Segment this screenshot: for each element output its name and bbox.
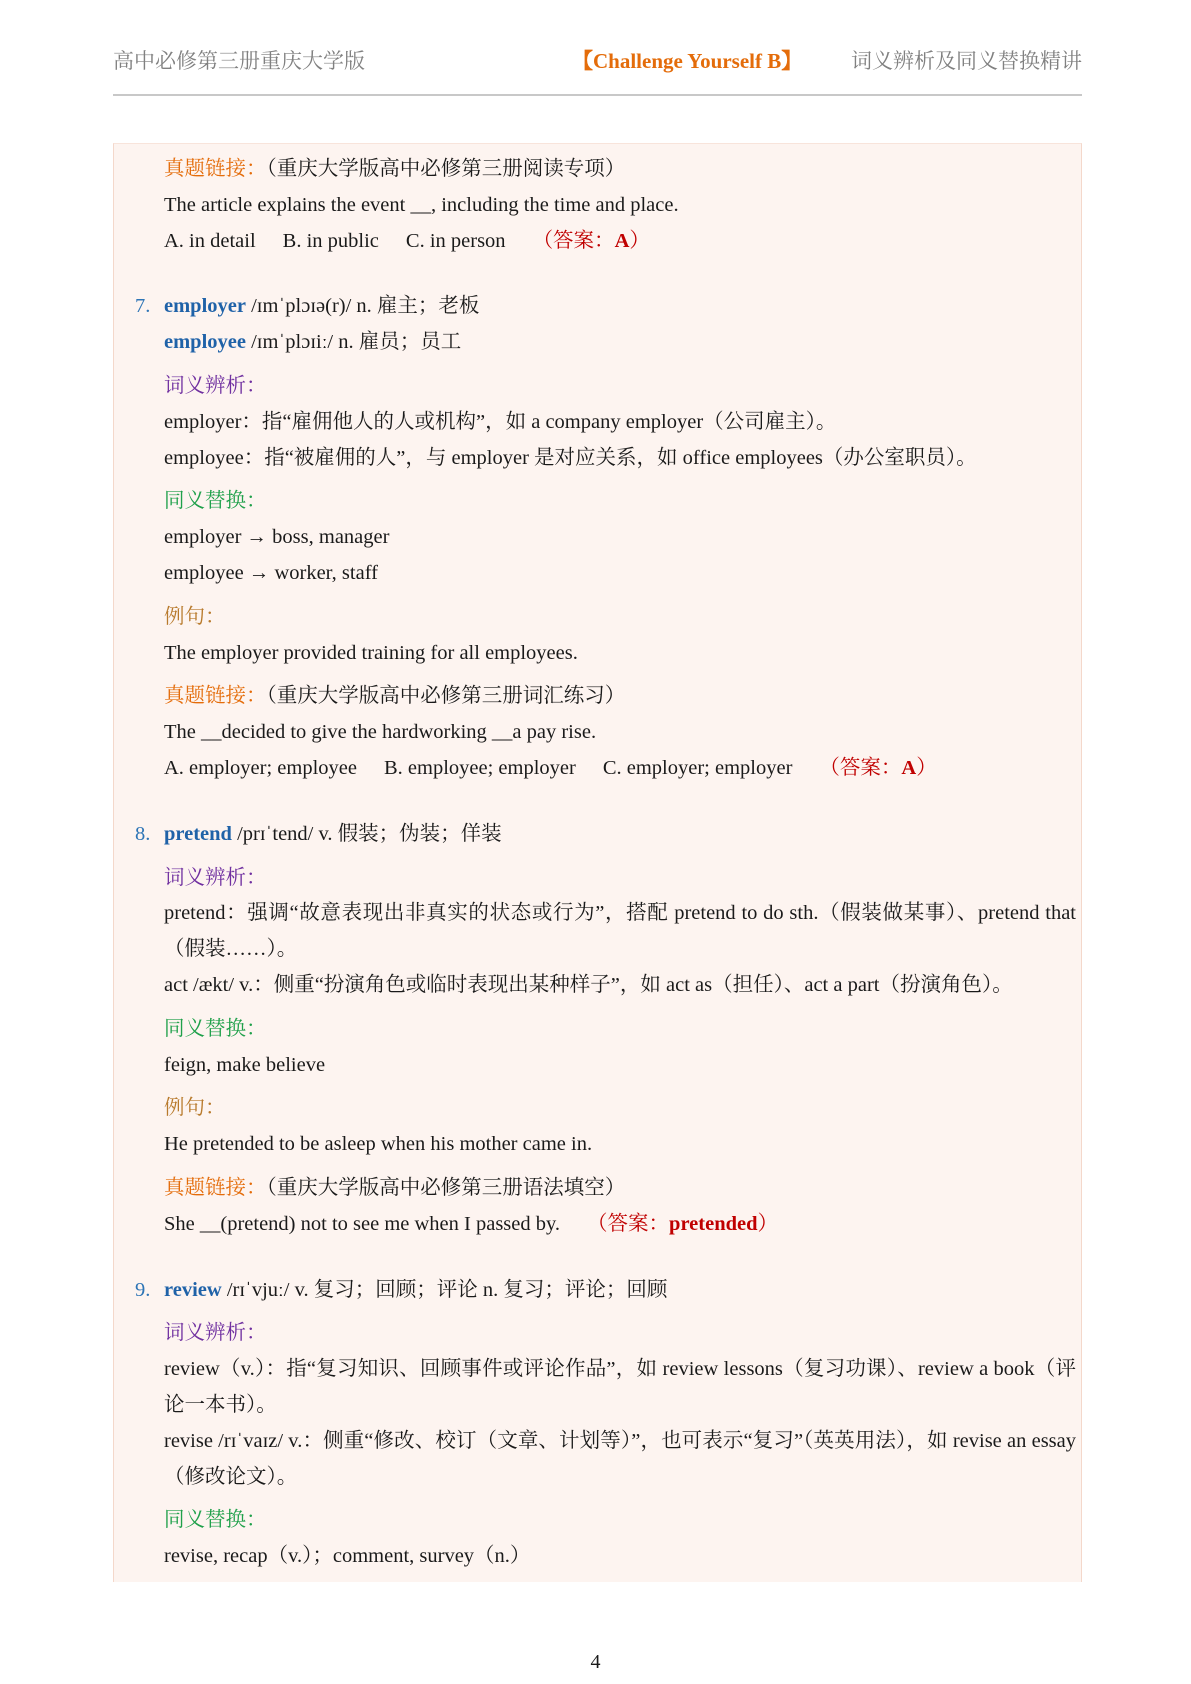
- answer-close: ）: [916, 756, 937, 779]
- analysis-label: 词义辨析：: [164, 1322, 267, 1345]
- example-sentence: He pretended to be asleep when his mother came in.: [164, 1133, 593, 1156]
- meaning: v. 假装；伪装；佯装: [318, 822, 502, 845]
- synonym-line: feign, make believe: [164, 1053, 326, 1076]
- option-a: A. employer; employee: [164, 756, 357, 779]
- exam-link-source: （重庆大学版高中必修第三册词汇练习）: [266, 685, 626, 708]
- exam-question-line: [164, 1207, 1076, 1243]
- exam-link-label: 真题链接：: [164, 1176, 267, 1199]
- headword-line: [164, 325, 1076, 361]
- exam-options: [164, 751, 1076, 787]
- entry-number: 8.: [135, 822, 151, 845]
- answer-key: [533, 230, 650, 252]
- answer-key: [819, 757, 936, 779]
- header-book-title: 高中必修第三册重庆大学版: [113, 49, 365, 73]
- option-c: C. in person: [405, 229, 506, 252]
- synonyms-label: 同义替换：: [164, 1509, 267, 1532]
- entry-number: 7.: [135, 295, 151, 318]
- exam-link-source: （重庆大学版高中必修第三册阅读专项）: [266, 158, 626, 180]
- phonetic: /ɪmˈplɔɪə(r)/: [251, 295, 352, 318]
- exam-question: She __(pretend) not to see me when I passed by.: [164, 1212, 561, 1235]
- analysis-text: pretend：强调“故意表现出非真实的状态或行为”，搭配 pretend to do sth.（假装做某事）、pretend that（假装……）。: [164, 902, 1076, 961]
- exam-link-heading: [164, 1171, 1076, 1207]
- answer-open: （答案：: [532, 229, 615, 252]
- entry-pretend: [135, 817, 1076, 1243]
- answer-open: （答案：: [587, 1212, 670, 1235]
- headword: review: [164, 1278, 222, 1301]
- synonyms-label: 同义替换：: [164, 1017, 267, 1040]
- exam-link-heading: [164, 679, 1076, 715]
- analysis-text: revise /rɪˈvaɪz/ v.：侧重“修改、校订（文章、计划等）”，也可表示“复习”（英英用法），如 revise an essay（修改论文）。: [164, 1429, 1076, 1488]
- exam-question: The __decided to give the hardworking __a pay rise.: [164, 721, 597, 744]
- answer-close: ）: [757, 1212, 779, 1235]
- meaning: n. 雇主；老板: [356, 295, 480, 318]
- option-c: C. employer; employer: [602, 756, 793, 779]
- answer-value: pretended: [669, 1212, 758, 1235]
- analysis-label: 词义辨析：: [164, 866, 267, 889]
- phonetic: /ɪmˈplɔɪiː/: [251, 331, 334, 354]
- header-series-title: 【Challenge Yourself B】: [572, 49, 803, 73]
- entry-number: 9.: [135, 1278, 151, 1301]
- exam-question: The article explains the event __, including the time and place.: [164, 193, 679, 216]
- headword: employer: [164, 295, 246, 318]
- intro-exam-link: [164, 152, 1076, 259]
- header-divider: [113, 94, 1082, 96]
- content-box: [113, 143, 1082, 1582]
- exam-link-label: 真题链接：: [164, 685, 267, 708]
- analysis-text: employer：指“雇佣他人的人或机构”，如 a company employer（公司雇主）。: [164, 410, 837, 433]
- meaning: v. 复习；回顾；评论 n. 复习；评论；回顾: [294, 1278, 668, 1301]
- answer-close: ）: [629, 229, 650, 252]
- headword: pretend: [164, 822, 232, 845]
- entry-employer: [135, 289, 1076, 786]
- headword-line: [135, 1273, 1076, 1309]
- analysis-label: 词义辨析：: [164, 374, 267, 397]
- phonetic: /rɪˈvjuː/: [226, 1278, 290, 1301]
- answer-key: [587, 1213, 778, 1235]
- answer-value: A: [901, 756, 917, 779]
- header-section-title: 词义辨析及同义替换精讲: [851, 49, 1082, 73]
- headword-line: [135, 289, 1076, 325]
- exam-options: [164, 224, 1076, 260]
- synonym-line: revise, recap（v.）；comment, survey（n.）: [164, 1545, 531, 1568]
- exam-link-source: （重庆大学版高中必修第三册语法填空）: [266, 1176, 626, 1199]
- option-b: B. employee; employer: [383, 756, 576, 779]
- entry-review: [135, 1273, 1076, 1575]
- exam-link-heading: [164, 152, 1076, 188]
- analysis-text: act /ækt/ v.：侧重“扮演角色或临时表现出某种样子”，如 act as（担任）、act a part（扮演角色）。: [164, 973, 1013, 996]
- option-b: B. in public: [282, 229, 379, 252]
- example-label: 例句：: [164, 1097, 226, 1120]
- exam-link-label: 真题链接：: [164, 158, 267, 180]
- headword: employee: [164, 331, 246, 354]
- synonyms-label: 同义替换：: [164, 490, 267, 513]
- answer-open: （答案：: [819, 756, 902, 779]
- content-body: [135, 152, 1076, 1575]
- option-a: A. in detail: [164, 229, 256, 252]
- answer-value: A: [614, 229, 630, 252]
- headword-line: [135, 817, 1076, 853]
- synonym-line: employee → worker, staff: [164, 561, 378, 584]
- synonym-line: employer → boss, manager: [164, 526, 390, 549]
- page-number: 4: [590, 1651, 601, 1673]
- example-sentence: The employer provided training for all employees.: [164, 641, 578, 664]
- meaning: n. 雇员；员工: [338, 331, 462, 354]
- example-label: 例句：: [164, 605, 226, 628]
- phonetic: /prɪˈtend/: [237, 822, 314, 845]
- analysis-text: review（v.）：指“复习知识、回顾事件或评论作品”，如 review lessons（复习功课）、review a book（评论一本书）。: [164, 1358, 1076, 1416]
- analysis-text: employee：指“被雇佣的人”，与 employer 是对应关系，如 office employees（办公室职员）。: [164, 446, 977, 469]
